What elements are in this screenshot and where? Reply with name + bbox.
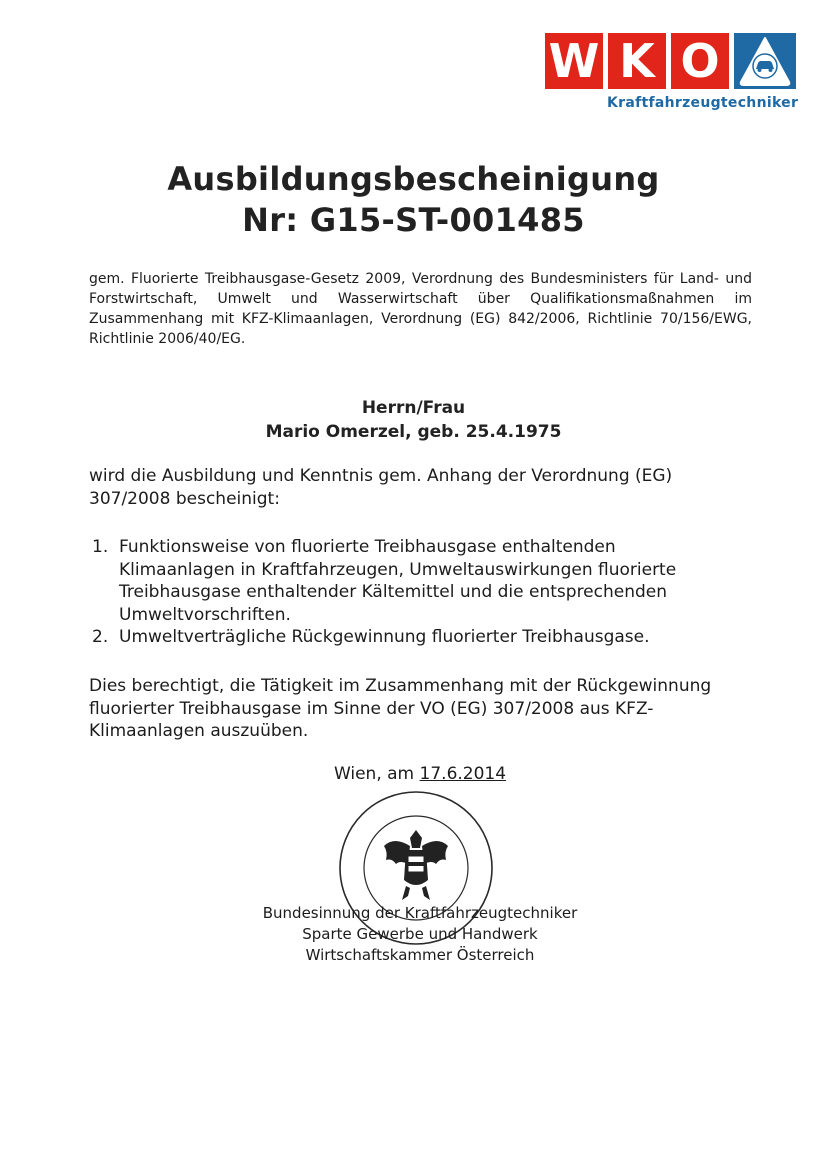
document-title: Ausbildungsbescheinigung xyxy=(167,160,660,198)
list-item xyxy=(92,536,732,626)
logo-letter-o: O xyxy=(671,33,729,89)
legal-basis-text: gem. Fluorierte Treibhausgase-Gesetz 2009, Verordnung des Bundesministers für Land- und Forstwirtschaft, Umwelt und Wasserwirtschaft über Qualifikationsmaßnahmen im Zusammenhang mit KFZ-Klimaanlagen, Verordnung (EG) 842/2006, Richtlinie 70/156/EWG, Richtlinie 2006/40/EG. xyxy=(89,271,752,347)
issue-date: 17.6.2014 xyxy=(419,764,507,784)
list-item-number: 1. xyxy=(92,537,109,557)
document-number: Nr: G15-ST-001485 xyxy=(242,201,585,239)
issuer-line-1: Bundesinnung der Kraftfahrzeugtechniker xyxy=(262,904,578,922)
logo-subtitle: Kraftfahrzeugtechniker xyxy=(607,95,799,111)
qualification-list xyxy=(92,536,732,649)
logo-letters xyxy=(545,33,729,89)
salutation: Herrn/Frau xyxy=(361,398,466,418)
list-item-text: Umweltverträgliche Rückgewinnung fluorierter Treibhausgase. xyxy=(119,627,650,647)
recipient-name: Mario Omerzel, geb. 25.4.1975 xyxy=(265,422,562,442)
list-item-text: Funktionsweise von fluorierte Treibhausgase enthaltenden Klimaanlagen in Kraftfahrzeugen, Umweltauswirkungen fluorierte Treibhausgase enthaltender Kältemittel und die entsprechenden Umweltvorschriften. xyxy=(119,537,677,625)
intro-text: wird die Ausbildung und Kenntnis gem. Anhang der Verordnung (EG) 307/2008 bescheinigt: xyxy=(89,466,673,509)
logo-letter-w: W xyxy=(545,33,603,89)
list-item-number: 2. xyxy=(92,627,109,647)
wko-logo xyxy=(545,33,800,118)
place: Wien, am xyxy=(333,764,415,784)
issuer-line-3: Wirtschaftskammer Österreich xyxy=(305,946,535,964)
list-item xyxy=(92,626,732,649)
issuer-line-2: Sparte Gewerbe und Handwerk xyxy=(302,925,538,943)
closing-text: Dies berechtigt, die Tätigkeit im Zusammenhang mit der Rückgewinnung fluorierter Treibhausgase im Sinne der VO (EG) 307/2008 aus KFZ-Klimaanlagen auszuüben. xyxy=(89,676,712,741)
place-date-line xyxy=(0,764,827,784)
logo-letter-k: K xyxy=(608,33,666,89)
car-emblem-icon xyxy=(734,33,796,89)
official-seal-icon xyxy=(336,788,496,948)
